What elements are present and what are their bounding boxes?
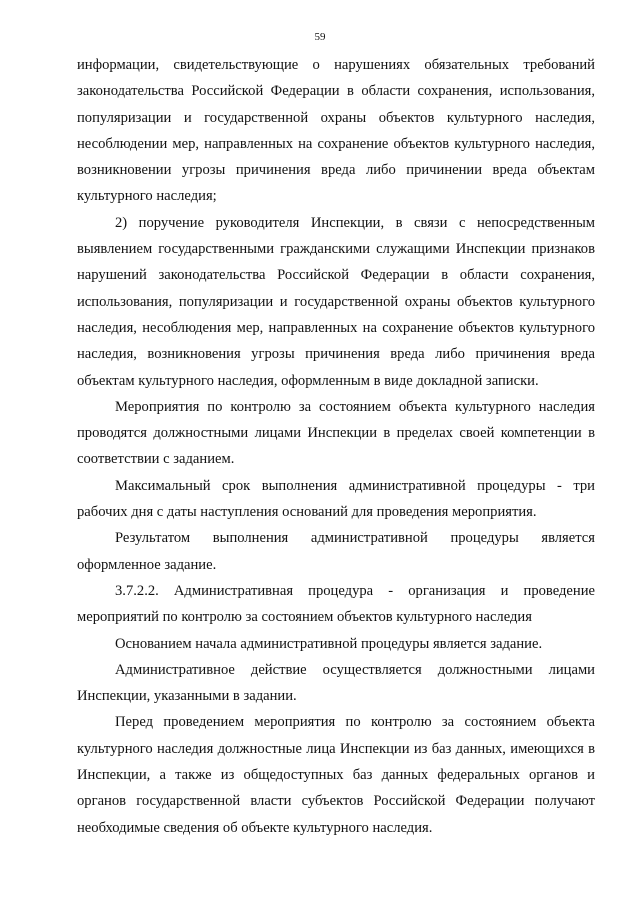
paragraph-administrative-action: Административное действие осуществляется должностными лицами Инспекции, указанными в задании. [77,661,595,705]
paragraph-procedure-basis: Основанием начала административной процедуры является задание. [115,635,543,652]
paragraph-max-term: Максимальный срок выполнения административной процедуры - три рабочих дня с даты наступления оснований для проведения мероприятия. [77,477,595,521]
document-body [77,52,595,841]
paragraph-section-3-7-2-2: 3.7.2.2. Административная процедура - организация и проведение мероприятий по контролю за состоянием объектов культурного наследия [77,582,595,626]
paragraph-control-measures: Мероприятия по контролю за состоянием объекта культурного наследия проводятся должностными лицами Инспекции в пределах своей компетенции в соответствии с заданием. [77,398,595,468]
paragraph-head-order: 2) поручение руководителя Инспекции, в связи с непосредственным выявлением государственными гражданскими служащими Инспекции признаков нарушений законодательства Российской Федерации в области сохранения, использования, популяризации и государственной охраны объектов культурного наследия, несоблюдения мер, направленных на сохранение объектов культурного наследия, возникновения угрозы причинения вреда либо причинения вреда объектам культурного наследия, оформленным в виде докладной записки. [77,214,595,389]
paragraph-before-measure: Перед проведением мероприятия по контролю за состоянием объекта культурного наследия должностные лица Инспекции из баз данных, имеющихся в Инспекции, а также из общедоступных баз данных федеральных органов и органов государственной власти субъектов Российской Федерации получают необходимые сведения об объекте культурного наследия. [77,714,595,836]
paragraph-violation-info: информации, свидетельствующие о нарушениях обязательных требований законодательства Российской Федерации в области сохранения, использования, популяризации и государственной охраны объектов культурного наследия, несоблюдении мер, направленных на сохранение объектов культурного наследия, возникновении угрозы причинения вреда либо причинении вреда объектам культурного наследия; [77,57,595,205]
page-number: 59 [314,31,326,43]
paragraph-result: Результатом выполнения административной процедуры является оформленное задание. [77,530,595,573]
